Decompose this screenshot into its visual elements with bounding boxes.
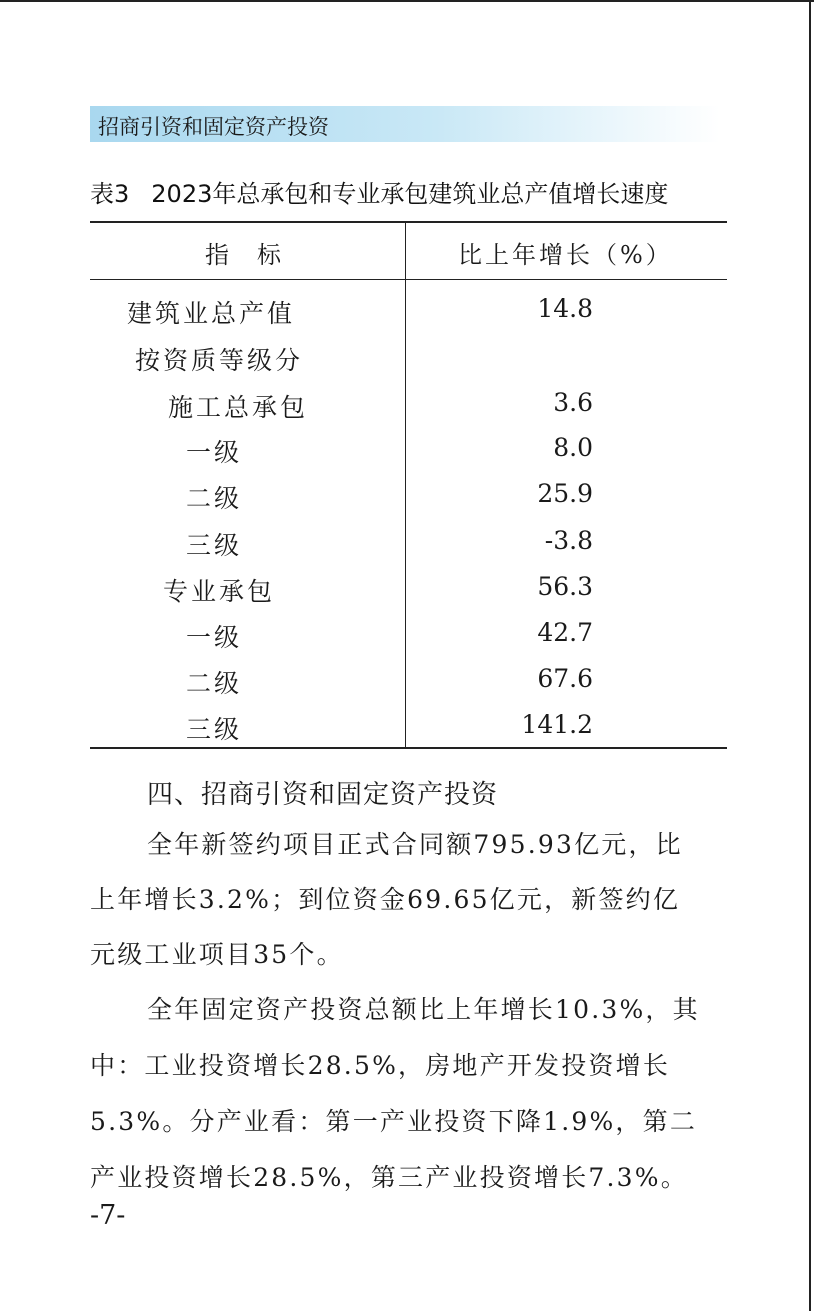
- page-number: -7-: [90, 1200, 126, 1231]
- table-bottom-rule: [90, 747, 727, 749]
- table-column-divider: [405, 223, 406, 749]
- section-banner-text: 招商引资和固定资产投资: [98, 115, 329, 139]
- row-value: -3.8: [544, 526, 593, 555]
- row-label: 二级: [186, 669, 243, 698]
- row-label: 一级: [186, 623, 243, 652]
- row-label: 按资质等级分: [135, 346, 304, 375]
- row-value: 56.3: [537, 572, 593, 601]
- table-number: 表3: [90, 180, 130, 208]
- section-heading: 四、招商引资和固定资产投资: [147, 780, 499, 810]
- paragraph-line: 全年固定资产投资总额比上年增长10.3%，其: [147, 995, 700, 1024]
- column-header-growth: 比上年增长（%）: [458, 241, 673, 269]
- row-value: 42.7: [537, 618, 593, 647]
- row-label: 三级: [186, 531, 243, 560]
- row-value: 14.8: [537, 294, 593, 323]
- section-banner: [90, 106, 720, 142]
- page-frame-right: [809, 0, 811, 1311]
- table-title: [90, 174, 730, 209]
- page-frame-top: [0, 0, 814, 2]
- row-value: 8.0: [553, 433, 593, 462]
- row-value: 141.2: [521, 710, 593, 739]
- row-label: 建筑业总产值: [127, 299, 296, 328]
- paragraph-line: 产业投资增长28.5%，第三产业投资增长7.3%。: [90, 1163, 688, 1192]
- column-header-indicator: 指标: [205, 241, 309, 269]
- row-label: 三级: [186, 715, 243, 744]
- paragraph-line: 上年增长3.2%；到位资金69.65亿元，新签约亿: [90, 885, 681, 914]
- row-value: 25.9: [537, 479, 593, 508]
- row-value: 67.6: [537, 664, 593, 693]
- row-label: 施工总承包: [168, 393, 309, 422]
- paragraph-line: 全年新签约项目正式合同额795.93亿元，比: [147, 830, 683, 859]
- paragraph-line: 元级工业项目35个。: [90, 940, 344, 969]
- paragraph-line: 中：工业投资增长28.5%，房地产开发投资增长: [90, 1051, 671, 1080]
- paragraph-line: 5.3%。分产业看：第一产业投资下降1.9%，第二: [90, 1107, 698, 1136]
- table-title-text: 2023年总承包和专业承包建筑业总产值增长速度: [151, 180, 669, 208]
- row-value: 3.6: [553, 388, 593, 417]
- row-label: 专业承包: [163, 577, 276, 606]
- table-header-rule: [90, 279, 727, 280]
- row-label: 二级: [186, 484, 243, 513]
- row-label: 一级: [186, 438, 243, 467]
- table-top-rule: [90, 221, 727, 223]
